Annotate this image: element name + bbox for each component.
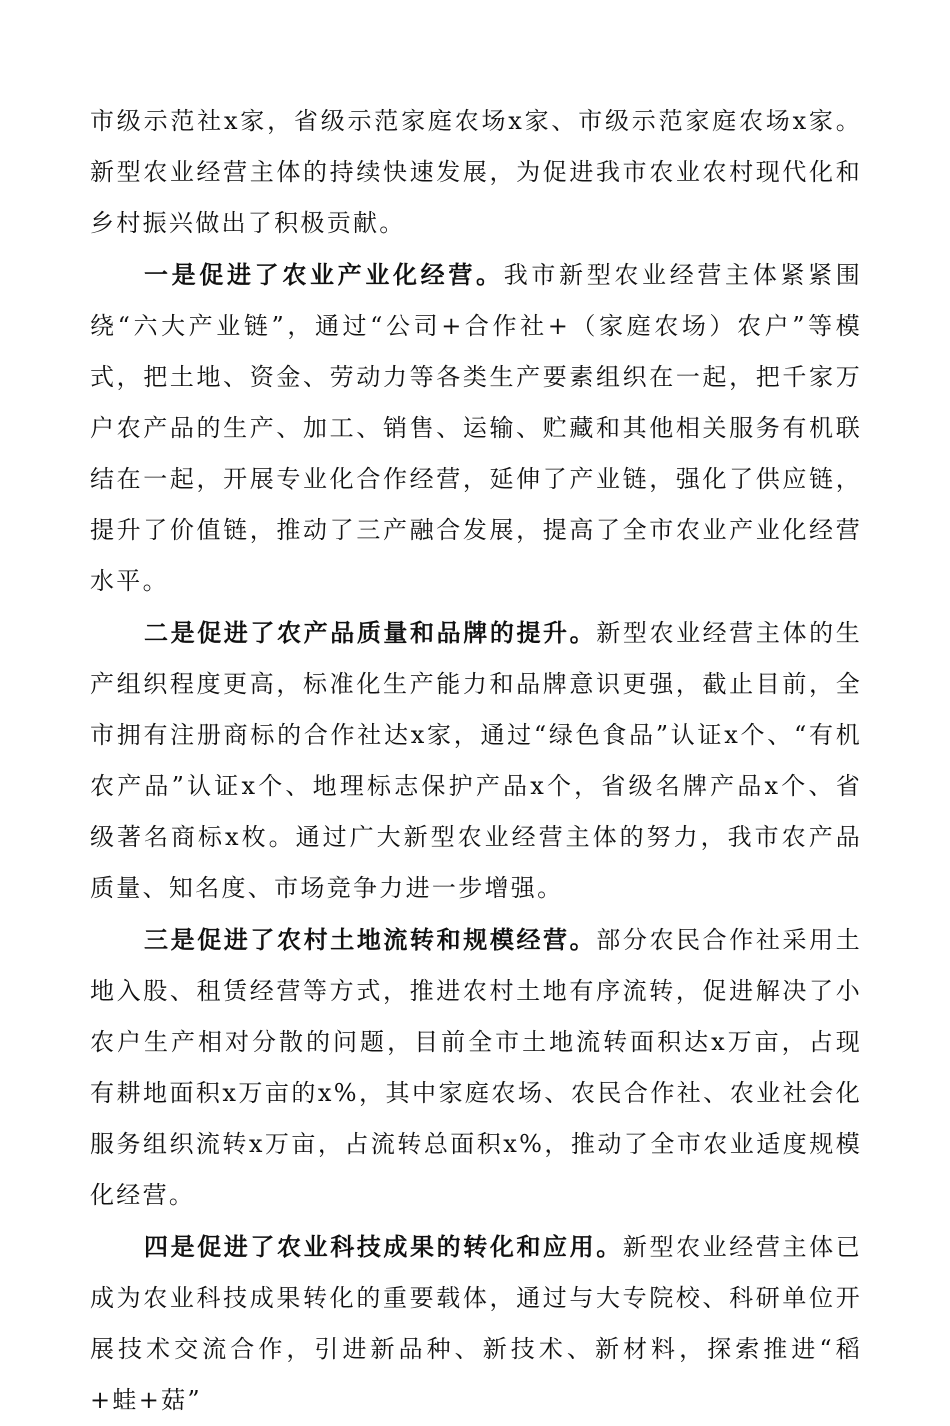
continuation-paragraph: 市级示范社x家，省级示范家庭农场x家、市级示范家庭农场x家。新型农业经营主体的持续快速发展，为促进我市农业农村现代化和乡村振兴做出了积极贡献。 — [90, 107, 862, 237]
section-heading-1: 一是促进了农业产业化经营。 — [144, 260, 504, 289]
section-paragraph-3 — [90, 914, 862, 1221]
document-body — [90, 96, 862, 1426]
section-text-1: 我市新型农业经营主体紧紧围绕“六大产业链”，通过“公司+合作社+（家庭农场）农户”等模式，把土地、资金、劳动力等各类生产要素组织在一起，把千家万户农产品的生产、加工、销售、运输、贮藏和其他相关服务有机联结在一起，开展专业化合作经营，延伸了产业链，强化了供应链，提升了价值链，推动了三产融合发展，提高了全市农业产业化经营水平。 — [90, 261, 862, 595]
section-heading-4: 四是促进了农业科技成果的转化和应用。 — [144, 1232, 623, 1261]
section-text-2: 新型农业经营主体的生产组织程度更高，标准化生产能力和品牌意识更强，截止目前，全市拥有注册商标的合作社达x家，通过“绿色食品”认证x个、“有机农产品”认证x个、地理标志保护产品x个，省级名牌产品x个、省级著名商标x枚。通过广大新型农业经营主体的努力，我市农产品质量、知名度、市场竞争力进一步增强。 — [90, 619, 862, 902]
section-heading-2: 二是促进了农产品质量和品牌的提升。 — [144, 618, 597, 647]
section-paragraph-1 — [90, 249, 862, 607]
section-heading-3: 三是促进了农村土地流转和规模经营。 — [144, 925, 597, 954]
section-paragraph-2 — [90, 607, 862, 914]
section-text-3: 部分农民合作社采用土地入股、租赁经营等方式，推进农村土地有序流转，促进解决了小农户生产相对分散的问题，目前全市土地流转面积达x万亩，占现有耕地面积x万亩的x%，其中家庭农场、农民合作社、农业社会化服务组织流转x万亩，占流转总面积x%，推动了全市农业适度规模化经营。 — [90, 926, 862, 1209]
section-paragraph-4 — [90, 1221, 862, 1426]
section-text-4: 新型农业经营主体已成为农业科技成果转化的重要载体，通过与大专院校、科研单位开展技术交流合作，引进新品种、新技术、新材料，探索推进“稻+蛙+菇” — [90, 1233, 863, 1414]
